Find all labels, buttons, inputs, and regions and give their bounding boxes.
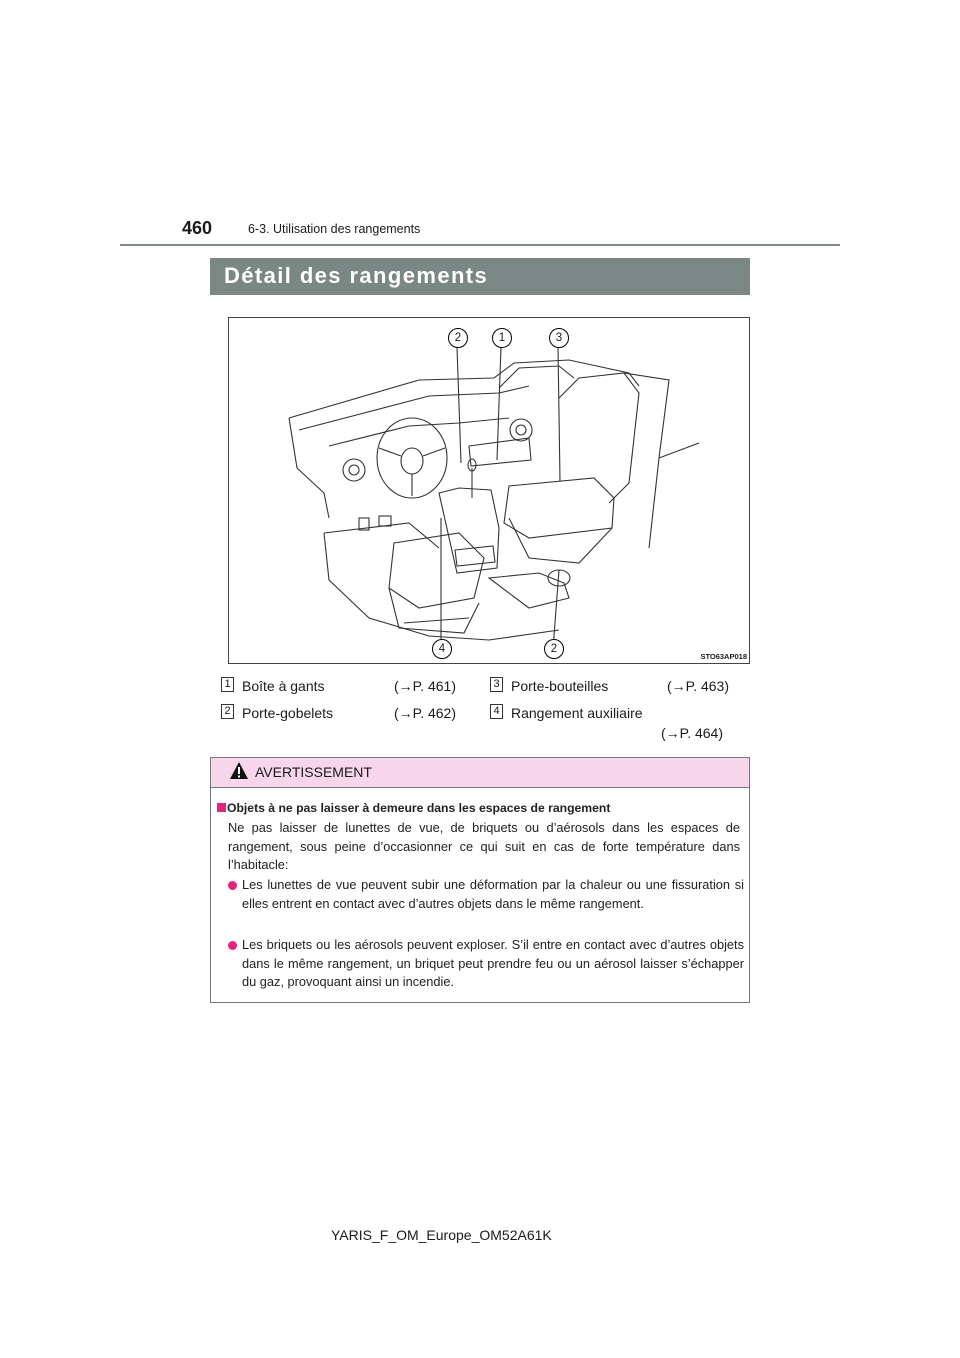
warning-bullet-2: Les briquets ou les aérosols peuvent exploser. S’il entre en contact avec d’autres objets dans le même rangement, un briquet peut prendre feu ou un aérosol laisser s’échapper du gaz, provoquant ainsi un incendie. bbox=[242, 937, 744, 990]
callout-2-bottom: 2 bbox=[544, 639, 564, 659]
figure-id: STO63AP018 bbox=[700, 652, 747, 661]
callout-4: 4 bbox=[432, 639, 452, 659]
round-bullet-icon bbox=[228, 941, 237, 950]
warning-intro: Ne pas laisser de lunettes de vue, de briquets ou d’aérosols dans les espaces de rangement, sous peine d’occasionner ce qui suit en cas de forte température dans l’habitacle: bbox=[228, 820, 740, 873]
legend-ref-4: (→P. 464) bbox=[661, 725, 723, 741]
warning-heading: Objets à ne pas laisser à demeure dans les espaces de rangement bbox=[227, 801, 611, 815]
legend-number-4: 4 bbox=[490, 704, 503, 719]
warning-bullet-1: Les lunettes de vue peuvent subir une déformation par la chaleur ou une fissuration si elles entrent en contact avec d’autres objets dans le même rangement. bbox=[242, 877, 744, 911]
round-bullet-icon bbox=[228, 881, 237, 890]
legend-ref-1: (→P. 461) bbox=[394, 678, 456, 694]
legend-label-2: Porte-gobelets bbox=[242, 705, 334, 721]
legend-label-1: Boîte à gants bbox=[242, 678, 325, 694]
legend-ref-3: (→P. 463) bbox=[667, 678, 729, 694]
callout-1: 1 bbox=[492, 328, 512, 348]
legend-ref-2: (→P. 462) bbox=[394, 705, 456, 721]
legend-number-2: 2 bbox=[221, 704, 234, 719]
page-number: 460 bbox=[182, 218, 213, 238]
legend-number-1: 1 bbox=[221, 677, 234, 692]
page-title: Détail des rangements bbox=[210, 258, 750, 295]
legend-number-3: 3 bbox=[490, 677, 503, 692]
warning-box bbox=[210, 757, 750, 1003]
warning-title: AVERTISSEMENT bbox=[255, 764, 372, 780]
interior-illustration bbox=[228, 317, 750, 664]
legend-label-4: Rangement auxiliaire bbox=[511, 705, 643, 721]
section-title: 6-3. Utilisation des rangements bbox=[248, 222, 421, 236]
car-interior-drawing bbox=[229, 318, 750, 664]
callout-3: 3 bbox=[549, 328, 569, 348]
footer-doc-id: YARIS_F_OM_Europe_OM52A61K bbox=[331, 1227, 552, 1243]
warning-icon bbox=[229, 761, 249, 780]
warning-header bbox=[211, 758, 749, 788]
legend-label-3: Porte-bouteilles bbox=[511, 678, 609, 694]
header-rule bbox=[120, 244, 840, 246]
callout-2-top: 2 bbox=[448, 328, 468, 348]
square-bullet-icon bbox=[217, 803, 226, 812]
